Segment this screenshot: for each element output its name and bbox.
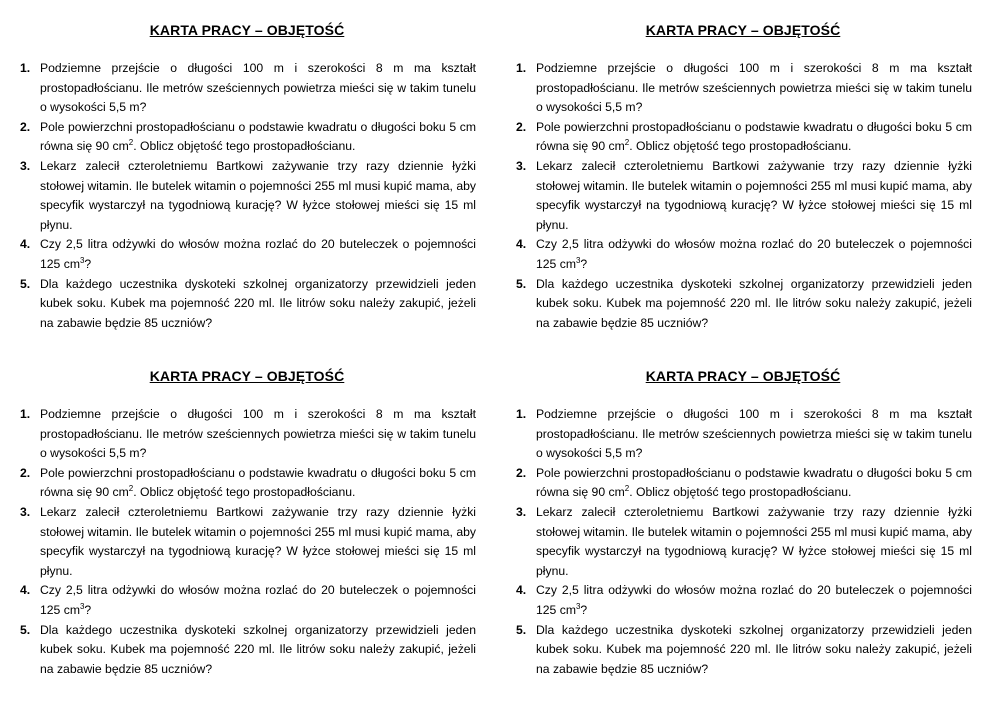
problem-text: Lekarz zalecił czteroletniemu Bartkowi zażywanie trzy razy dziennie łyżki stołowej witamin. Ile butelek witamin o pojemności 255 ml musi kupić mama, aby specyfik wystarczył na tygodniową kurację? W łyżce stołowej mieści się 15 ml płynu. [536,504,972,578]
problem-text [536,466,972,500]
problem-text: Lekarz zalecił czteroletniemu Bartkowi zażywanie trzy razy dziennie łyżki stołowej witamin. Ile butelek witamin o pojemności 255 ml musi kupić mama, aby specyfik wystarczył na tygodniową kurację? W łyżce stołowej mieści się 15 ml płynu. [536,158,972,232]
problem-text [536,237,972,271]
problem-number: 1. [516,61,527,75]
problem-text: Dla każdego uczestnika dyskoteki szkolnej organizatorzy przewidzieli jeden kubek soku. Kubek ma pojemność 220 ml. Ile litrów soku należy zakupić, jeżeli na zabawie będzie 85 uczniów? [40,276,476,330]
problem-text-after: ? [580,256,588,271]
problem-number: 5. [20,622,31,637]
problem-text: Dla każdego uczestnika dyskoteki szkolnej organizatorzy przewidzieli jeden kubek soku. Kubek ma pojemność 220 ml. Ile litrów soku należy zakupić, jeżeli na zabawie będzie 85 uczniów? [536,622,972,676]
problem-text [40,466,476,500]
problem-number: 5. [516,276,527,291]
problem-2 [18,464,476,503]
problem-5 [514,621,972,680]
problem-1 [18,405,476,464]
problem-3 [18,503,476,581]
worksheet-title: KARTA PRACY – OBJĘTOŚĆ [645,22,841,38]
worksheet-top-left [18,18,476,333]
problem-text-before: Czy 2,5 litra odżywki do włosów można rozlać do 20 buteleczek o pojemności 125 cm [536,237,972,271]
problem-5 [18,275,476,334]
problem-text-after: . Oblicz objętość tego prostopadłościanu. [629,485,852,500]
problem-1 [514,405,972,464]
worksheet-title: KARTA PRACY – OBJĘTOŚĆ [149,22,345,38]
problem-text-before: Pole powierzchni prostopadłościanu o podstawie kwadratu o długości boku 5 cm równa się 90 cm [40,465,476,500]
worksheet-title: KARTA PRACY – OBJĘTOŚĆ [645,368,841,384]
problem-text-before: Pole powierzchni prostopadłościanu o podstawie kwadratu o długości boku 5 cm równa się 90 cm [536,465,972,500]
problem-number: 5. [20,276,31,291]
problem-text: Podziemne przejście o długości 100 m i szerokości 8 m ma kształt prostopadłościanu. Ile metrów sześciennych powietrza mieści się w takim tunelu o wysokości 5,5 m? [536,407,972,461]
problem-number: 1. [20,407,31,421]
problem-text [536,120,972,154]
problem-4 [18,581,476,620]
problem-5 [18,621,476,680]
unit-exponent: 3 [575,255,581,265]
problem-2 [514,464,972,503]
problem-2 [514,118,972,157]
worksheet-bottom-right [514,364,972,679]
problem-5 [514,275,972,334]
problem-number: 4. [20,237,31,252]
problem-text: Lekarz zalecił czteroletniemu Bartkowi zażywanie trzy razy dziennie łyżki stołowej witamin. Ile butelek witamin o pojemności 255 ml musi kupić mama, aby specyfik wystarczył na tygodniową kurację? W łyżce stołowej mieści się 15 ml płynu. [40,504,476,578]
problem-3 [514,503,972,581]
problem-number: 4. [20,583,31,598]
problem-number: 4. [516,583,527,598]
problem-text-after: ? [580,602,588,617]
problem-4 [18,235,476,274]
problem-text [40,583,476,617]
problem-text-after: ? [84,256,92,271]
problem-text: Lekarz zalecił czteroletniemu Bartkowi zażywanie trzy razy dziennie łyżki stołowej witamin. Ile butelek witamin o pojemności 255 ml musi kupić mama, aby specyfik wystarczył na tygodniową kurację? W łyżce stołowej mieści się 15 ml płynu. [40,158,476,232]
unit-exponent: 3 [79,601,85,611]
problem-text-after: . Oblicz objętość tego prostopadłościanu. [629,139,852,154]
problem-3 [18,157,476,235]
problem-text-after: . Oblicz objętość tego prostopadłościanu. [133,485,356,500]
problem-3 [514,157,972,235]
problem-text: Podziemne przejście o długości 100 m i szerokości 8 m ma kształt prostopadłościanu. Ile metrów sześciennych powietrza mieści się w takim tunelu o wysokości 5,5 m? [536,61,972,115]
problem-number: 1. [20,61,31,75]
unit-exponent: 2 [624,484,630,494]
problem-text-before: Czy 2,5 litra odżywki do włosów można rozlać do 20 buteleczek o pojemności 125 cm [40,237,476,271]
problem-number: 2. [20,465,31,480]
problem-list [18,59,476,333]
problem-list [18,405,476,679]
problem-number: 3. [516,158,527,173]
problem-list [514,405,972,679]
problem-number: 2. [516,119,527,134]
problem-text-after: . Oblicz objętość tego prostopadłościanu. [133,139,356,154]
problem-number: 3. [20,504,31,519]
problem-text-before: Czy 2,5 litra odżywki do włosów można rozlać do 20 buteleczek o pojemności 125 cm [40,583,476,617]
problem-number: 2. [516,465,527,480]
problem-number: 4. [516,237,527,252]
problem-text [40,120,476,154]
problem-text: Dla każdego uczestnika dyskoteki szkolnej organizatorzy przewidzieli jeden kubek soku. Kubek ma pojemność 220 ml. Ile litrów soku należy zakupić, jeżeli na zabawie będzie 85 uczniów? [40,622,476,676]
problem-text [536,583,972,617]
problem-number: 2. [20,119,31,134]
unit-exponent: 2 [624,138,630,148]
problem-list [514,59,972,333]
unit-exponent: 2 [128,138,134,148]
problem-number: 3. [20,158,31,173]
problem-4 [514,235,972,274]
problem-text [40,237,476,271]
problem-text: Podziemne przejście o długości 100 m i szerokości 8 m ma kształt prostopadłościanu. Ile metrów sześciennych powietrza mieści się w takim tunelu o wysokości 5,5 m? [40,61,476,115]
problem-2 [18,118,476,157]
problem-number: 5. [516,622,527,637]
problem-1 [18,59,476,118]
problem-4 [514,581,972,620]
problem-text-before: Czy 2,5 litra odżywki do włosów można rozlać do 20 buteleczek o pojemności 125 cm [536,583,972,617]
unit-exponent: 3 [79,255,85,265]
problem-number: 3. [516,504,527,519]
unit-exponent: 2 [128,484,134,494]
problem-text-after: ? [84,602,92,617]
problem-number: 1. [516,407,527,421]
worksheet-top-right [514,18,972,333]
problem-text: Dla każdego uczestnika dyskoteki szkolnej organizatorzy przewidzieli jeden kubek soku. Kubek ma pojemność 220 ml. Ile litrów soku należy zakupić, jeżeli na zabawie będzie 85 uczniów? [536,276,972,330]
unit-exponent: 3 [575,601,581,611]
problem-text: Podziemne przejście o długości 100 m i szerokości 8 m ma kształt prostopadłościanu. Ile metrów sześciennych powietrza mieści się w takim tunelu o wysokości 5,5 m? [40,407,476,461]
problem-text-before: Pole powierzchni prostopadłościanu o podstawie kwadratu o długości boku 5 cm równa się 90 cm [536,119,972,154]
problem-text-before: Pole powierzchni prostopadłościanu o podstawie kwadratu o długości boku 5 cm równa się 90 cm [40,119,476,154]
problem-1 [514,59,972,118]
worksheet-title: KARTA PRACY – OBJĘTOŚĆ [149,368,345,384]
worksheet-bottom-left [18,364,476,679]
